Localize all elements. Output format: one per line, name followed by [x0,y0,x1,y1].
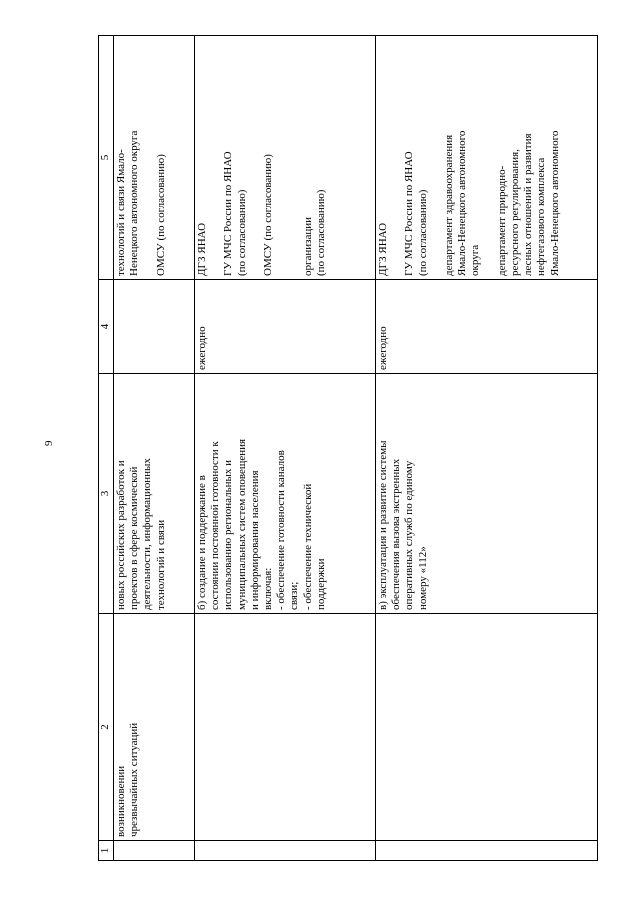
row-1-section-title: возникновении чрезвычайных ситуаций [114,613,194,840]
table-row [114,36,195,860]
row-2-responsible: ДГЗ ЯНАО ГУ МЧС России по ЯНАО (по согласованию) ОМСУ (по согласованию) организации (по согласованию) [196,151,327,276]
row-1-responsible: технологий и связи Ямало- Ненецкого автономного округа ОМСУ (по согласованию) [115,130,167,276]
events-table [98,35,598,861]
header-col-4: 4 [99,279,113,373]
row-1-col-1 [114,840,194,860]
row-3-activity: в) эксплуатация и развитие системы обеспечения вызова экстренных оперативных служб по единому номеру «112» [376,373,597,613]
row-3-col-1 [376,840,597,860]
table-header-row [99,36,114,860]
row-3-period: ежегодно [376,279,597,373]
row-1-activity: новых российских разработок и проектов в сфере космической деятельности, информационных технологий и связи [114,373,194,613]
table-row [195,36,376,860]
row-2-col-1 [195,840,375,860]
row-2-activity: б) создание и поддержание в состоянии постоянной готовности к использованию региональных и муниципальных систем оповещения и информирования населения включая: - обеспечение готовности каналов связи; - обеспечение технической поддержки [195,373,375,613]
row-3-section-title [376,613,597,840]
header-col-3: 3 [99,373,113,613]
rotated-table-sheet [98,35,598,861]
row-2-period: ежегодно [195,279,375,373]
page-number: 9 [43,440,55,446]
header-col-2: 2 [99,613,113,840]
table-row [376,36,597,860]
row-1-period [114,279,194,373]
header-col-1: 1 [99,840,113,860]
header-col-5: 5 [99,154,111,161]
row-3-responsible: ДГЗ ЯНАО ГУ МЧС России по ЯНАО (по согласованию) департамент здравоохранения Ямало-Ненецкого автономного округа департамент природно- ресурсного регулирования, лесных отношений и развития нефтегазового комплекса Ямало-Ненецкого автономного [377,130,561,276]
row-2-section-title [195,613,375,840]
